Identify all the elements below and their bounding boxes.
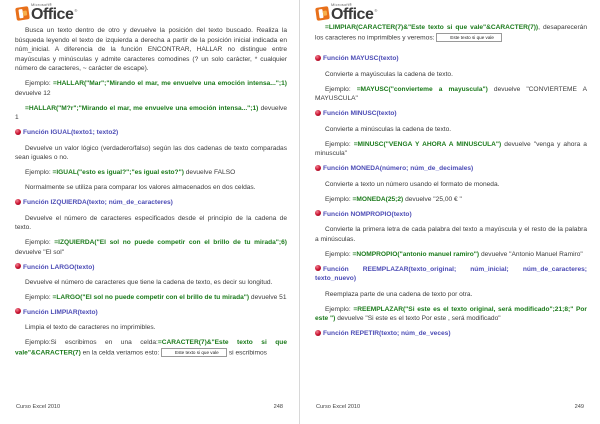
heading-funcion-moneda: Función MONEDA(número; núm_de_decimales) xyxy=(315,164,587,174)
minusc-example: Ejemplo: =MINUSC("VENGA Y AHORA A MINUSCULA") devuelve "venga y ahora a minuscula" xyxy=(315,140,587,158)
igual-note: Normalmente se utiliza para comparar los valores almacenados en dos celdas. xyxy=(25,184,256,192)
bullet-icon xyxy=(315,110,321,116)
footer-page-number: 249 xyxy=(574,404,584,410)
page-249 xyxy=(300,0,600,424)
formula: =MONEDA(25;2) xyxy=(352,195,404,203)
formula: =IZQUIERDA("El sol no puede competir con el brillo de tu mirada";6) xyxy=(54,239,287,247)
formula: =LIMPIAR(CARACTER(7)&"Este texto si que vale"&CARACTER(7)) xyxy=(325,24,539,31)
heading-funcion-mayusc: Función MAYUSC(texto) xyxy=(315,54,587,64)
logo-office-label: Office xyxy=(31,6,74,23)
heading-funcion-igual: Función IGUAL(texto1; texto2) xyxy=(15,128,287,138)
office-logo xyxy=(16,4,77,22)
formula: =NOMPROPIO("antonio manuel ramiro") xyxy=(352,250,480,258)
office-logo-icon xyxy=(315,6,330,21)
igual-example: Ejemplo: =IGUAL("esto es igual?";"es igual esto?") devuelve FALSO xyxy=(25,169,236,177)
heading-funcion-largo: Función LARGO(texto) xyxy=(15,263,287,273)
logo-trademark: ® xyxy=(374,8,378,13)
logo-microsoft-label: Microsoft® xyxy=(331,2,353,7)
heading-funcion-repetir: Función REPETIR(texto; núm_de_veces) xyxy=(315,329,587,339)
formula: =HALLAR("M?r";"Mirando el mar, me envuelve una emoción intensa...";1) xyxy=(25,104,259,112)
formula: =MAYUSC("convierteme a mayuscula") xyxy=(356,85,488,93)
nompropio-example: Ejemplo: =NOMPROPIO("antonio manuel ramiro") devuelve "Antonio Manuel Ramiro" xyxy=(325,250,583,258)
largo-example: Ejemplo: =LARGO("El sol no puede competir con el brillo de tu mirada") devuelve 51 xyxy=(25,294,287,301)
heading-funcion-limpiar: Función LIMPIAR(texto) xyxy=(15,308,287,318)
heading-funcion-nompropio: Función NOMPROPIO(texto) xyxy=(315,210,587,220)
mayusc-description: Convierte a mayúsculas la cadena de texto. xyxy=(325,70,453,78)
bullet-icon xyxy=(15,308,21,314)
bullet-icon xyxy=(315,55,321,61)
hallar-description: Busca un texto dentro de otro y devuelve la posición del texto buscado. Realiza la búsqueda leyendo el texto de izquierda a derecha a partir de la posición inicial indicada en núm_inicial. A diferencia de la función ENCONTRAR, HALLAR no distingue entre mayúsculas y minúsculas y admite caracteres comodines (? un solo carácter, * cualquier número de caracteres, ~ carácter de escape). xyxy=(15,27,287,73)
limpiar-description: Limpia el texto de caracteres no imprimibles. xyxy=(25,324,156,332)
footer-page-number: 248 xyxy=(273,404,283,410)
mayusc-example: Ejemplo: =MAYUSC("convierteme a mayuscula") devuelve "CONVIERTEME A MAYUSCULA" xyxy=(315,85,587,103)
heading-funcion-minusc: Función MINUSC(texto) xyxy=(315,109,587,119)
moneda-example: Ejemplo: =MONEDA(25;2) devuelve "25,00 € " xyxy=(325,195,462,203)
formula: =REEMPLAZAR("Si este es el texto original, será modificado";21;8;" Por este ") xyxy=(315,305,587,323)
izquierda-example: Ejemplo: =IZQUIERDA("El sol no puede competir con el brillo de tu mirada";6) devuelve "El sol" xyxy=(15,239,287,256)
bullet-icon xyxy=(15,129,21,135)
bullet-icon xyxy=(15,199,21,205)
bullet-icon xyxy=(315,330,321,336)
hallar-example-1: Ejemplo: =HALLAR("Mar";"Mirando el mar, me envuelve una emoción intensa...";1) devuelve 12 xyxy=(15,80,287,97)
footer-course: Curso Excel 2010 xyxy=(16,404,61,410)
office-logo-icon xyxy=(15,6,30,21)
bullet-icon xyxy=(315,165,321,171)
formula: =LARGO("El sol no puede competir con el brillo de tu mirada") xyxy=(52,294,250,301)
excel-cell-preview: Este texto si que vale xyxy=(161,348,227,357)
logo-microsoft-label: Microsoft® xyxy=(31,2,53,7)
limpiar-example: Ejemplo:Si escribimos en una celda:=CARACTER(7)&"Este texto si que vale"&CARACTER(7) en la celda veriamos esto: Este texto si que vale si escribimos xyxy=(15,339,287,357)
page-content xyxy=(15,26,287,363)
igual-description: Devuelve un valor lógico (verdadero/falso) según las dos cadenas de texto comparadas sean iguales o no. xyxy=(15,144,287,162)
page-content xyxy=(315,23,587,345)
moneda-description: Convierte a texto un número usando el formato de moneda. xyxy=(325,180,500,188)
formula: =IGUAL("esto es igual?";"es igual esto?") xyxy=(52,169,184,177)
reemplazar-example: Ejemplo: =REEMPLAZAR("Si este es el texto original, será modificado";21;8;" Por este ") devuelve "Si este es el texto Por este , será modificado" xyxy=(315,305,587,323)
bullet-icon xyxy=(315,210,321,216)
bullet-icon xyxy=(15,263,21,269)
heading-funcion-izquierda: Función IZQUIERDA(texto; núm_de_caracteres) xyxy=(15,198,287,208)
excel-cell-preview: Este texto si que vale xyxy=(436,33,502,42)
hallar-example-2: =HALLAR("M?r";"Mirando el mar, me envuelve una emoción intensa...";1) devuelve 1 xyxy=(15,104,287,122)
formula: =CARACTER(7)&"Este texto si que vale"&CARACTER(7) xyxy=(15,339,287,357)
nompropio-description: Convierte la primera letra de cada palabra del texto a mayúscula y el resto de la palabra a minúsculas. xyxy=(315,226,587,243)
office-logo xyxy=(316,4,377,22)
logo-trademark: ® xyxy=(74,8,78,13)
bullet-icon xyxy=(315,265,321,271)
largo-description: Devuelve el número de caracteres que tiene la cadena de texto, es decir su longitud. xyxy=(25,279,273,287)
formula: =MINUSC("VENGA Y AHORA A MINUSCULA") xyxy=(353,140,502,148)
formula: =HALLAR("Mar";"Mirando el mar, me envuelve una emoción intensa...";1) xyxy=(53,80,287,88)
footer-course: Curso Excel 2010 xyxy=(316,404,361,410)
reemplazar-description: Reemplaza parte de una cadena de texto por otra. xyxy=(325,290,473,298)
limpiar-example-continued: =LIMPIAR(CARACTER(7)&"Este texto si que vale"&CARACTER(7)), desaparecerán los caracteres no imprimibles y veremos: Este texto si que vale xyxy=(315,24,587,41)
izquierda-description: Devuelve el número de caracteres especificados desde el principio de la cadena de texto. xyxy=(15,214,287,232)
minusc-description: Convierte a minúsculas la cadena de texto. xyxy=(325,125,452,133)
heading-funcion-reemplazar: Función REEMPLAZAR(texto_original; núm_inicial; núm_de_caracteres; texto_nuevo) xyxy=(315,265,587,283)
logo-office-label: Office xyxy=(331,6,374,23)
